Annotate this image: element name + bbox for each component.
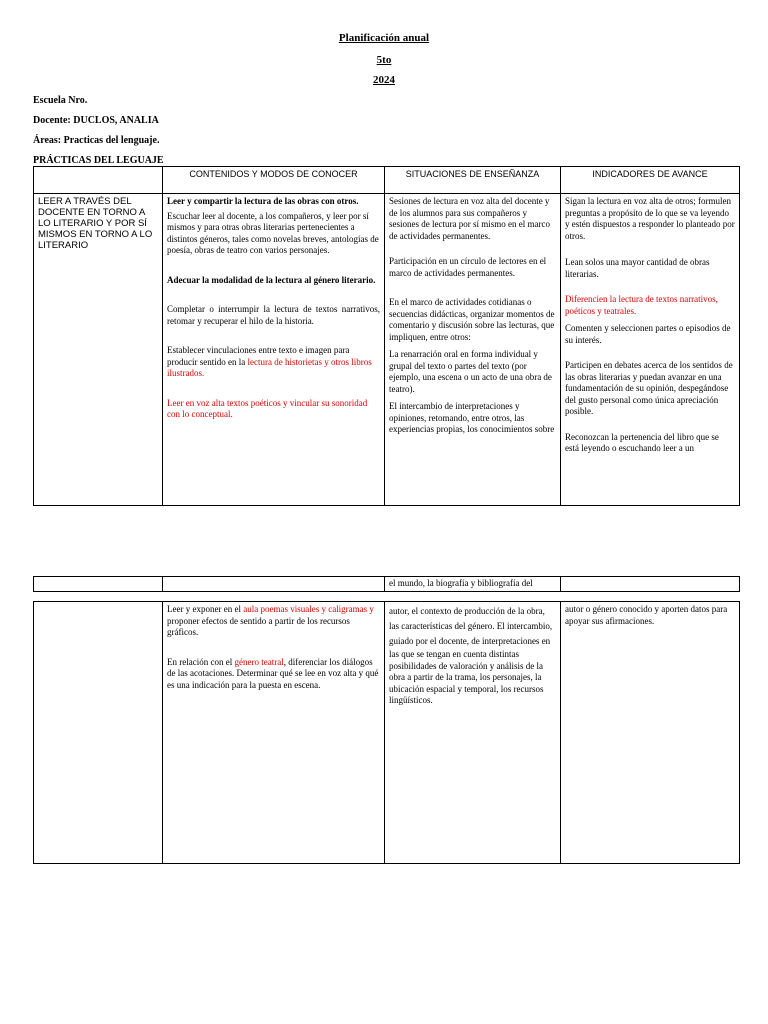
table-header-row bbox=[34, 167, 740, 194]
situacion-item: Sesiones de lectura en voz alta del docente y de los alumnos para sus compañeros y sesiones de lectura por sí mismo en el marco de actividades permanentes. bbox=[389, 196, 550, 241]
empty-cell bbox=[34, 602, 163, 864]
continuation-table bbox=[33, 576, 740, 592]
situacion-item: Participación en un círculo de lectores en el marco de actividades permanentes. bbox=[389, 256, 547, 278]
contenido-item bbox=[167, 345, 380, 380]
situacion-item: las que se tengan en cuenta distintas posibilidades de valoración y análisis de la obra a partir de la trama, los personajes, la ubicación espacial y temporal, los recursos lingüísticos. bbox=[389, 649, 544, 705]
contenido-text: Leer y exponer en el bbox=[167, 604, 244, 614]
situaciones-cell bbox=[385, 194, 561, 506]
indicador-item: Comenten y seleccionen partes o episodios de su interés. bbox=[565, 323, 731, 345]
document-title: Planificación anual bbox=[338, 32, 430, 44]
contenido-item: Escuchar leer al docente, a los compañeros, y leer por sí mismos y para otras obras literarias pertenecientes a distintos géneros, tales como novelas breves, antologías de poesía, obras de teatro con varios personajes. bbox=[167, 210, 379, 255]
situacion-item: autor, el contexto de producción de la obra, las características del género. El intercambio, guiado por el docente, de interpretaciones en bbox=[389, 606, 553, 646]
indicador-item: Participen en debates acerca de los sentidos de las obras literarias y puedan avanzar en una fundamentación de su opinión, despegándose del gusto personal como única apreciación posible. bbox=[565, 360, 733, 416]
school-line: Escuela Nro. bbox=[33, 95, 88, 106]
indicador-item: autor o género conocido y aporten datos para apoyar sus afirmaciones. bbox=[565, 604, 728, 626]
contenidos-cell bbox=[163, 194, 385, 506]
indicadores-cell bbox=[561, 602, 740, 864]
teacher-line: Docente: DUCLOS, ANALIA bbox=[33, 115, 159, 126]
table-row bbox=[34, 577, 740, 592]
planning-table-continued bbox=[33, 601, 740, 864]
empty-cell bbox=[34, 577, 163, 592]
contenido-highlight: lectura de historietas y otros libros ilustrados. bbox=[167, 356, 372, 378]
document-year: 2024 bbox=[373, 74, 395, 86]
indicadores-cell bbox=[561, 194, 740, 506]
situacion-item: En el marco de actividades cotidianas o secuencias didácticas, organizar momentos de comentario y discusión sobre las lecturas, que impliquen, entre otros: bbox=[389, 297, 555, 342]
area-line: Áreas: Practicas del lenguaje. bbox=[33, 135, 160, 146]
contenido-item: Leer en voz alta textos poéticos y vincular su sonoridad con lo conceptual. bbox=[167, 397, 368, 419]
header-situaciones: SITUACIONES DE ENSEÑANZA bbox=[385, 167, 561, 194]
contenido-highlight: aula poemas visuales y caligramas y bbox=[243, 604, 374, 614]
planning-table bbox=[33, 166, 740, 506]
indicador-item: Sigan la lectura en voz alta de otros; formulen preguntas a propósito de lo que se va leyendo y estén dispuestos a responder lo planteado por otros. bbox=[565, 196, 735, 241]
contenido-item: Adecuar la modalidad de la lectura al género literario. bbox=[167, 274, 376, 285]
empty-cell bbox=[561, 577, 740, 592]
situaciones-cell: el mundo, la biografía y bibliografía del bbox=[385, 577, 561, 592]
contenido-item bbox=[167, 657, 380, 692]
contenido-text: , diferenciar los diálogos de las acotaciones. Determinar qué se lee en voz alta y qué es una indicación para la puesta en escena. bbox=[167, 656, 379, 690]
table-row bbox=[34, 602, 740, 864]
empty-cell bbox=[163, 577, 385, 592]
contenido-text: Establecer vinculaciones entre texto e imagen para producir sentido en la bbox=[167, 345, 350, 367]
contenido-text: En relación con el bbox=[167, 656, 235, 667]
situacion-item: El intercambio de interpretaciones y opiniones, retomando, entre otros, las experiencias propias, los conocimientos sobre bbox=[389, 401, 555, 434]
indicador-item: Reconozcan la pertenencia del libro que se está leyendo o escuchando leer a un bbox=[565, 431, 719, 453]
document-grade: 5to bbox=[376, 54, 392, 66]
header-contenidos: CONTENIDOS Y MODOS DE CONOCER bbox=[163, 167, 385, 194]
contenidos-cell bbox=[163, 602, 385, 864]
situaciones-cell bbox=[385, 602, 561, 864]
contenido-item: Completar o interrumpir la lectura de textos narrativos, retomar y recuperar el hilo de la historia. bbox=[167, 304, 380, 326]
indicador-item: Diferencien la lectura de textos narrativos, poéticos y teatrales. bbox=[565, 294, 718, 316]
practice-cell: LEER A TRAVÉS DEL DOCENTE EN TORNO A LO LITERARIO Y POR SÍ MISMOS EN TORNO A LO LITERARIO bbox=[34, 194, 163, 506]
header-empty-cell bbox=[34, 167, 163, 194]
contenido-highlight: género teatral bbox=[234, 656, 284, 667]
situacion-item: La renarración oral en forma individual y grupal del texto o partes del texto (por ejemplo, una escena o un acto de una obra de teatro). bbox=[389, 349, 552, 394]
section-title: PRÁCTICAS DEL LEGUAJE bbox=[33, 155, 164, 166]
table-row bbox=[34, 194, 740, 506]
contenido-text: proponer efectos de sentido a partir de los recursos gráficos. bbox=[167, 615, 350, 637]
header-indicadores: INDICADORES DE AVANCE bbox=[561, 167, 740, 194]
indicador-item: Lean solos una mayor cantidad de obras literarias. bbox=[565, 257, 710, 279]
contenido-item bbox=[167, 604, 380, 639]
contenido-item: Leer y compartir la lectura de las obras con otros. bbox=[167, 196, 359, 206]
